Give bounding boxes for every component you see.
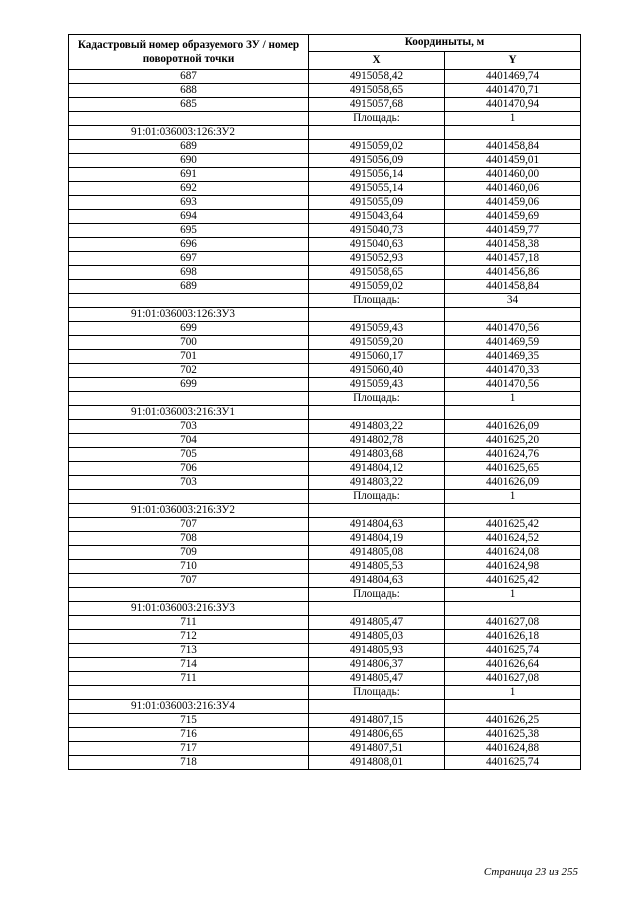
x-coordinate-cell: 4915056,14: [309, 168, 445, 182]
empty-cell: [309, 126, 445, 140]
table-row: [69, 280, 581, 294]
empty-cell: [309, 602, 445, 616]
y-coordinate-cell: 4401624,08: [445, 546, 581, 560]
table-row: [69, 448, 581, 462]
y-coordinate-cell: 4401625,42: [445, 518, 581, 532]
empty-cell: [445, 504, 581, 518]
table-row: [69, 476, 581, 490]
point-number-cell: 699: [69, 378, 309, 392]
empty-cell: [445, 308, 581, 322]
y-coordinate-cell: 4401458,84: [445, 140, 581, 154]
x-coordinate-cell: 4914805,53: [309, 560, 445, 574]
point-number-cell: 718: [69, 756, 309, 770]
y-coordinate-cell: 4401627,08: [445, 616, 581, 630]
header-y: Y: [445, 51, 581, 69]
y-coordinate-cell: 4401458,84: [445, 280, 581, 294]
area-label-cell: Площадь:: [309, 686, 445, 700]
point-number-cell: 700: [69, 336, 309, 350]
area-value-cell: 1: [445, 112, 581, 126]
point-number-cell: 702: [69, 364, 309, 378]
table-row: [69, 532, 581, 546]
y-coordinate-cell: 4401625,65: [445, 462, 581, 476]
y-coordinate-cell: 4401460,06: [445, 182, 581, 196]
cadastral-number-cell: 91:01:036003:126:ЗУ2: [69, 126, 309, 140]
table-body: [69, 70, 581, 770]
table-row: [69, 70, 581, 84]
empty-cell: [69, 588, 309, 602]
point-number-cell: 692: [69, 182, 309, 196]
table-row: [69, 154, 581, 168]
table-row: [69, 756, 581, 770]
table-row: [69, 672, 581, 686]
point-number-cell: 689: [69, 280, 309, 294]
point-number-cell: 697: [69, 252, 309, 266]
x-coordinate-cell: 4915059,02: [309, 140, 445, 154]
x-coordinate-cell: 4914806,65: [309, 728, 445, 742]
table-row: [69, 238, 581, 252]
empty-cell: [445, 406, 581, 420]
table-row: [69, 210, 581, 224]
parcel-row: [69, 700, 581, 714]
area-row: [69, 392, 581, 406]
point-number-cell: 695: [69, 224, 309, 238]
point-number-cell: 710: [69, 560, 309, 574]
y-coordinate-cell: 4401460,00: [445, 168, 581, 182]
area-row: [69, 686, 581, 700]
y-coordinate-cell: 4401627,08: [445, 672, 581, 686]
point-number-cell: 711: [69, 616, 309, 630]
point-number-cell: 687: [69, 70, 309, 84]
cadastral-number-cell: 91:01:036003:216:ЗУ4: [69, 700, 309, 714]
x-coordinate-cell: 4914804,12: [309, 462, 445, 476]
cadastral-number-cell: 91:01:036003:216:ЗУ3: [69, 602, 309, 616]
area-label-cell: Площадь:: [309, 588, 445, 602]
y-coordinate-cell: 4401626,09: [445, 420, 581, 434]
table-row: [69, 350, 581, 364]
cadastral-number-cell: 91:01:036003:216:ЗУ1: [69, 406, 309, 420]
empty-cell: [445, 126, 581, 140]
parcel-row: [69, 126, 581, 140]
point-number-cell: 708: [69, 532, 309, 546]
y-coordinate-cell: 4401624,52: [445, 532, 581, 546]
area-row: [69, 294, 581, 308]
y-coordinate-cell: 4401626,25: [445, 714, 581, 728]
point-number-cell: 691: [69, 168, 309, 182]
table-row: [69, 322, 581, 336]
x-coordinate-cell: 4915043,64: [309, 210, 445, 224]
x-coordinate-cell: 4915058,65: [309, 84, 445, 98]
point-number-cell: 717: [69, 742, 309, 756]
x-coordinate-cell: 4915057,68: [309, 98, 445, 112]
y-coordinate-cell: 4401469,35: [445, 350, 581, 364]
table-row: [69, 742, 581, 756]
empty-cell: [69, 294, 309, 308]
point-number-cell: 689: [69, 140, 309, 154]
area-label-cell: Площадь:: [309, 490, 445, 504]
table-row: [69, 168, 581, 182]
table-row: [69, 728, 581, 742]
x-coordinate-cell: 4914804,63: [309, 518, 445, 532]
y-coordinate-cell: 4401624,98: [445, 560, 581, 574]
table-row: [69, 420, 581, 434]
x-coordinate-cell: 4915059,02: [309, 280, 445, 294]
empty-cell: [309, 700, 445, 714]
y-coordinate-cell: 4401470,56: [445, 322, 581, 336]
header-coordinates: Координыты, м: [309, 35, 581, 52]
x-coordinate-cell: 4914807,51: [309, 742, 445, 756]
table-row: [69, 364, 581, 378]
table-row: [69, 266, 581, 280]
cadastral-number-cell: 91:01:036003:216:ЗУ2: [69, 504, 309, 518]
y-coordinate-cell: 4401625,74: [445, 644, 581, 658]
y-coordinate-cell: 4401459,06: [445, 196, 581, 210]
empty-cell: [445, 602, 581, 616]
y-coordinate-cell: 4401470,94: [445, 98, 581, 112]
table-row: [69, 252, 581, 266]
parcel-row: [69, 308, 581, 322]
table-row: [69, 84, 581, 98]
area-value-cell: 1: [445, 686, 581, 700]
table-row: [69, 378, 581, 392]
table-row: [69, 196, 581, 210]
x-coordinate-cell: 4915056,09: [309, 154, 445, 168]
point-number-cell: 698: [69, 266, 309, 280]
point-number-cell: 704: [69, 434, 309, 448]
area-label-cell: Площадь:: [309, 112, 445, 126]
y-coordinate-cell: 4401624,76: [445, 448, 581, 462]
point-number-cell: 701: [69, 350, 309, 364]
area-row: [69, 588, 581, 602]
point-number-cell: 703: [69, 476, 309, 490]
point-number-cell: 693: [69, 196, 309, 210]
table-row: [69, 434, 581, 448]
page-number: Страница 23 из 255: [483, 866, 578, 878]
x-coordinate-cell: 4915059,20: [309, 336, 445, 350]
empty-cell: [69, 392, 309, 406]
area-row: [69, 490, 581, 504]
table-row: [69, 630, 581, 644]
point-number-cell: 712: [69, 630, 309, 644]
cadastral-number-cell: 91:01:036003:126:ЗУ3: [69, 308, 309, 322]
x-coordinate-cell: 4915058,42: [309, 70, 445, 84]
y-coordinate-cell: 4401458,38: [445, 238, 581, 252]
y-coordinate-cell: 4401625,74: [445, 756, 581, 770]
y-coordinate-cell: 4401470,56: [445, 378, 581, 392]
x-coordinate-cell: 4915060,17: [309, 350, 445, 364]
empty-cell: [69, 490, 309, 504]
x-coordinate-cell: 4914802,78: [309, 434, 445, 448]
parcel-row: [69, 602, 581, 616]
area-value-cell: 1: [445, 490, 581, 504]
x-coordinate-cell: 4914805,93: [309, 644, 445, 658]
y-coordinate-cell: 4401624,88: [445, 742, 581, 756]
x-coordinate-cell: 4914806,37: [309, 658, 445, 672]
point-number-cell: 713: [69, 644, 309, 658]
empty-cell: [309, 406, 445, 420]
empty-cell: [445, 700, 581, 714]
table-row: [69, 224, 581, 238]
point-number-cell: 699: [69, 322, 309, 336]
y-coordinate-cell: 4401626,64: [445, 658, 581, 672]
empty-cell: [69, 686, 309, 700]
area-value-cell: 34: [445, 294, 581, 308]
table-row: [69, 140, 581, 154]
x-coordinate-cell: 4914803,22: [309, 476, 445, 490]
x-coordinate-cell: 4915040,63: [309, 238, 445, 252]
x-coordinate-cell: 4915058,65: [309, 266, 445, 280]
table-row: [69, 462, 581, 476]
y-coordinate-cell: 4401625,38: [445, 728, 581, 742]
y-coordinate-cell: 4401459,01: [445, 154, 581, 168]
y-coordinate-cell: 4401459,69: [445, 210, 581, 224]
x-coordinate-cell: 4915040,73: [309, 224, 445, 238]
table-row: [69, 182, 581, 196]
parcel-row: [69, 504, 581, 518]
table-row: [69, 616, 581, 630]
point-number-cell: 690: [69, 154, 309, 168]
header-x: X: [309, 51, 445, 69]
x-coordinate-cell: 4914808,01: [309, 756, 445, 770]
empty-cell: [309, 504, 445, 518]
y-coordinate-cell: 4401469,74: [445, 70, 581, 84]
y-coordinate-cell: 4401469,59: [445, 336, 581, 350]
y-coordinate-cell: 4401459,77: [445, 224, 581, 238]
point-number-cell: 696: [69, 238, 309, 252]
area-label-cell: Площадь:: [309, 392, 445, 406]
point-number-cell: 685: [69, 98, 309, 112]
table-row: [69, 714, 581, 728]
x-coordinate-cell: 4914804,19: [309, 532, 445, 546]
x-coordinate-cell: 4915059,43: [309, 322, 445, 336]
table-row: [69, 98, 581, 112]
empty-cell: [69, 112, 309, 126]
table-row: [69, 574, 581, 588]
point-number-cell: 711: [69, 672, 309, 686]
area-value-cell: 1: [445, 588, 581, 602]
point-number-cell: 707: [69, 518, 309, 532]
table-row: [69, 644, 581, 658]
y-coordinate-cell: 4401626,18: [445, 630, 581, 644]
x-coordinate-cell: 4915055,09: [309, 196, 445, 210]
x-coordinate-cell: 4914805,08: [309, 546, 445, 560]
y-coordinate-cell: 4401626,09: [445, 476, 581, 490]
area-label-cell: Площадь:: [309, 294, 445, 308]
x-coordinate-cell: 4915052,93: [309, 252, 445, 266]
header-point-number: Кадастровый номер образуемого ЗУ / номер поворотной точки: [69, 35, 309, 70]
point-number-cell: 714: [69, 658, 309, 672]
y-coordinate-cell: 4401457,18: [445, 252, 581, 266]
x-coordinate-cell: 4914804,63: [309, 574, 445, 588]
area-value-cell: 1: [445, 392, 581, 406]
point-number-cell: 688: [69, 84, 309, 98]
y-coordinate-cell: 4401625,42: [445, 574, 581, 588]
table-row: [69, 560, 581, 574]
point-number-cell: 705: [69, 448, 309, 462]
x-coordinate-cell: 4914805,03: [309, 630, 445, 644]
point-number-cell: 715: [69, 714, 309, 728]
point-number-cell: 709: [69, 546, 309, 560]
table-row: [69, 546, 581, 560]
point-number-cell: 706: [69, 462, 309, 476]
point-number-cell: 694: [69, 210, 309, 224]
x-coordinate-cell: 4915060,40: [309, 364, 445, 378]
x-coordinate-cell: 4914805,47: [309, 616, 445, 630]
x-coordinate-cell: 4914803,68: [309, 448, 445, 462]
coordinates-table: [68, 34, 581, 770]
point-number-cell: 703: [69, 420, 309, 434]
x-coordinate-cell: 4914805,47: [309, 672, 445, 686]
y-coordinate-cell: 4401470,33: [445, 364, 581, 378]
table-row: [69, 658, 581, 672]
y-coordinate-cell: 4401625,20: [445, 434, 581, 448]
x-coordinate-cell: 4914807,15: [309, 714, 445, 728]
parcel-row: [69, 406, 581, 420]
table-row: [69, 336, 581, 350]
y-coordinate-cell: 4401470,71: [445, 84, 581, 98]
point-number-cell: 707: [69, 574, 309, 588]
x-coordinate-cell: 4915055,14: [309, 182, 445, 196]
empty-cell: [309, 308, 445, 322]
table-row: [69, 518, 581, 532]
point-number-cell: 716: [69, 728, 309, 742]
y-coordinate-cell: 4401456,86: [445, 266, 581, 280]
x-coordinate-cell: 4914803,22: [309, 420, 445, 434]
area-row: [69, 112, 581, 126]
x-coordinate-cell: 4915059,43: [309, 378, 445, 392]
